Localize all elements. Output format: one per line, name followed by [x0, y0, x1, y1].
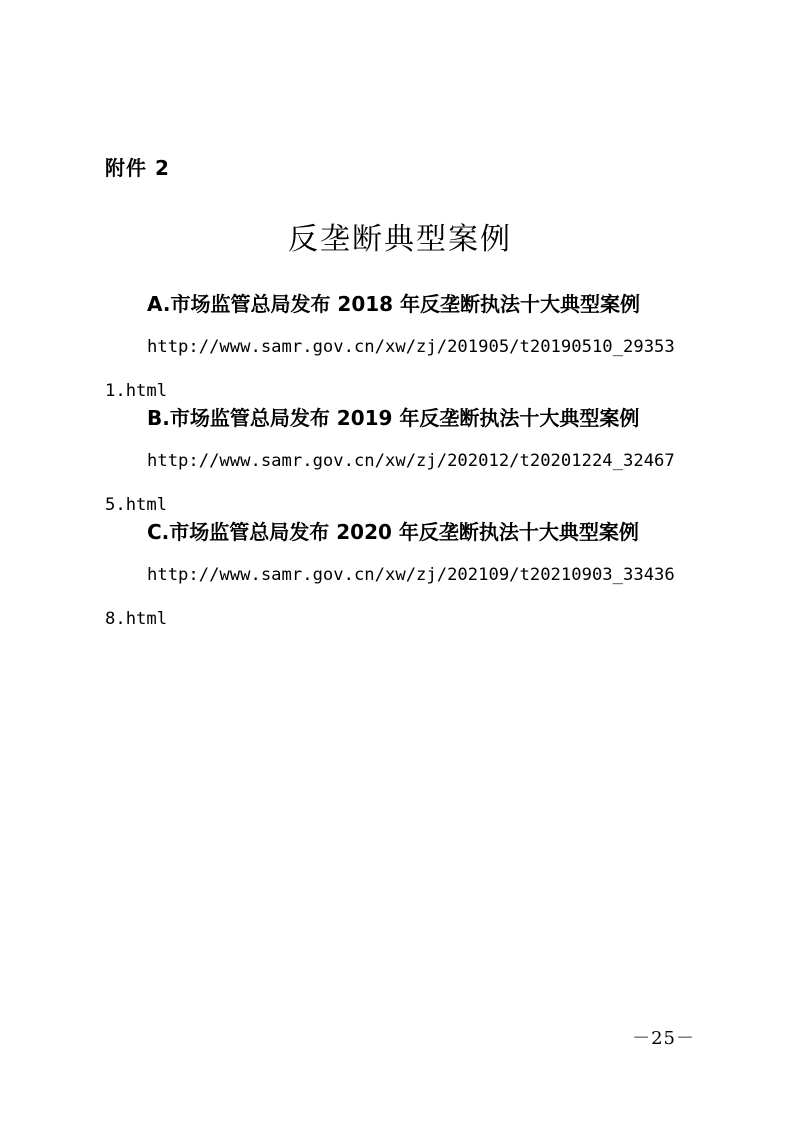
case-item-c — [105, 518, 705, 632]
case-heading: C.市场监管总局发布 2020 年反垄断执法十大典型案例 — [147, 520, 639, 544]
case-url-line[interactable]: http://www.samr.gov.cn/xw/zj/202109/t20210903_33436 — [147, 565, 675, 585]
case-item-a — [105, 290, 705, 404]
case-heading: B.市场监管总局发布 2019 年反垄断执法十大典型案例 — [147, 406, 640, 430]
case-url-continuation[interactable]: 8.html — [105, 609, 168, 629]
case-url-line[interactable]: http://www.samr.gov.cn/xw/zj/201905/t20190510_29353 — [147, 337, 675, 357]
case-url-continuation[interactable]: 5.html — [105, 495, 168, 515]
case-url-line[interactable]: http://www.samr.gov.cn/xw/zj/202012/t20201224_32467 — [147, 451, 675, 471]
case-url-continuation[interactable]: 1.html — [105, 381, 168, 401]
document-title: 反垄断典型案例 — [288, 222, 512, 257]
case-heading: A.市场监管总局发布 2018 年反垄断执法十大典型案例 — [147, 292, 641, 316]
page-number: －25－ — [632, 1028, 695, 1049]
attachment-label: 附件 2 — [105, 156, 170, 180]
case-item-b — [105, 404, 705, 518]
